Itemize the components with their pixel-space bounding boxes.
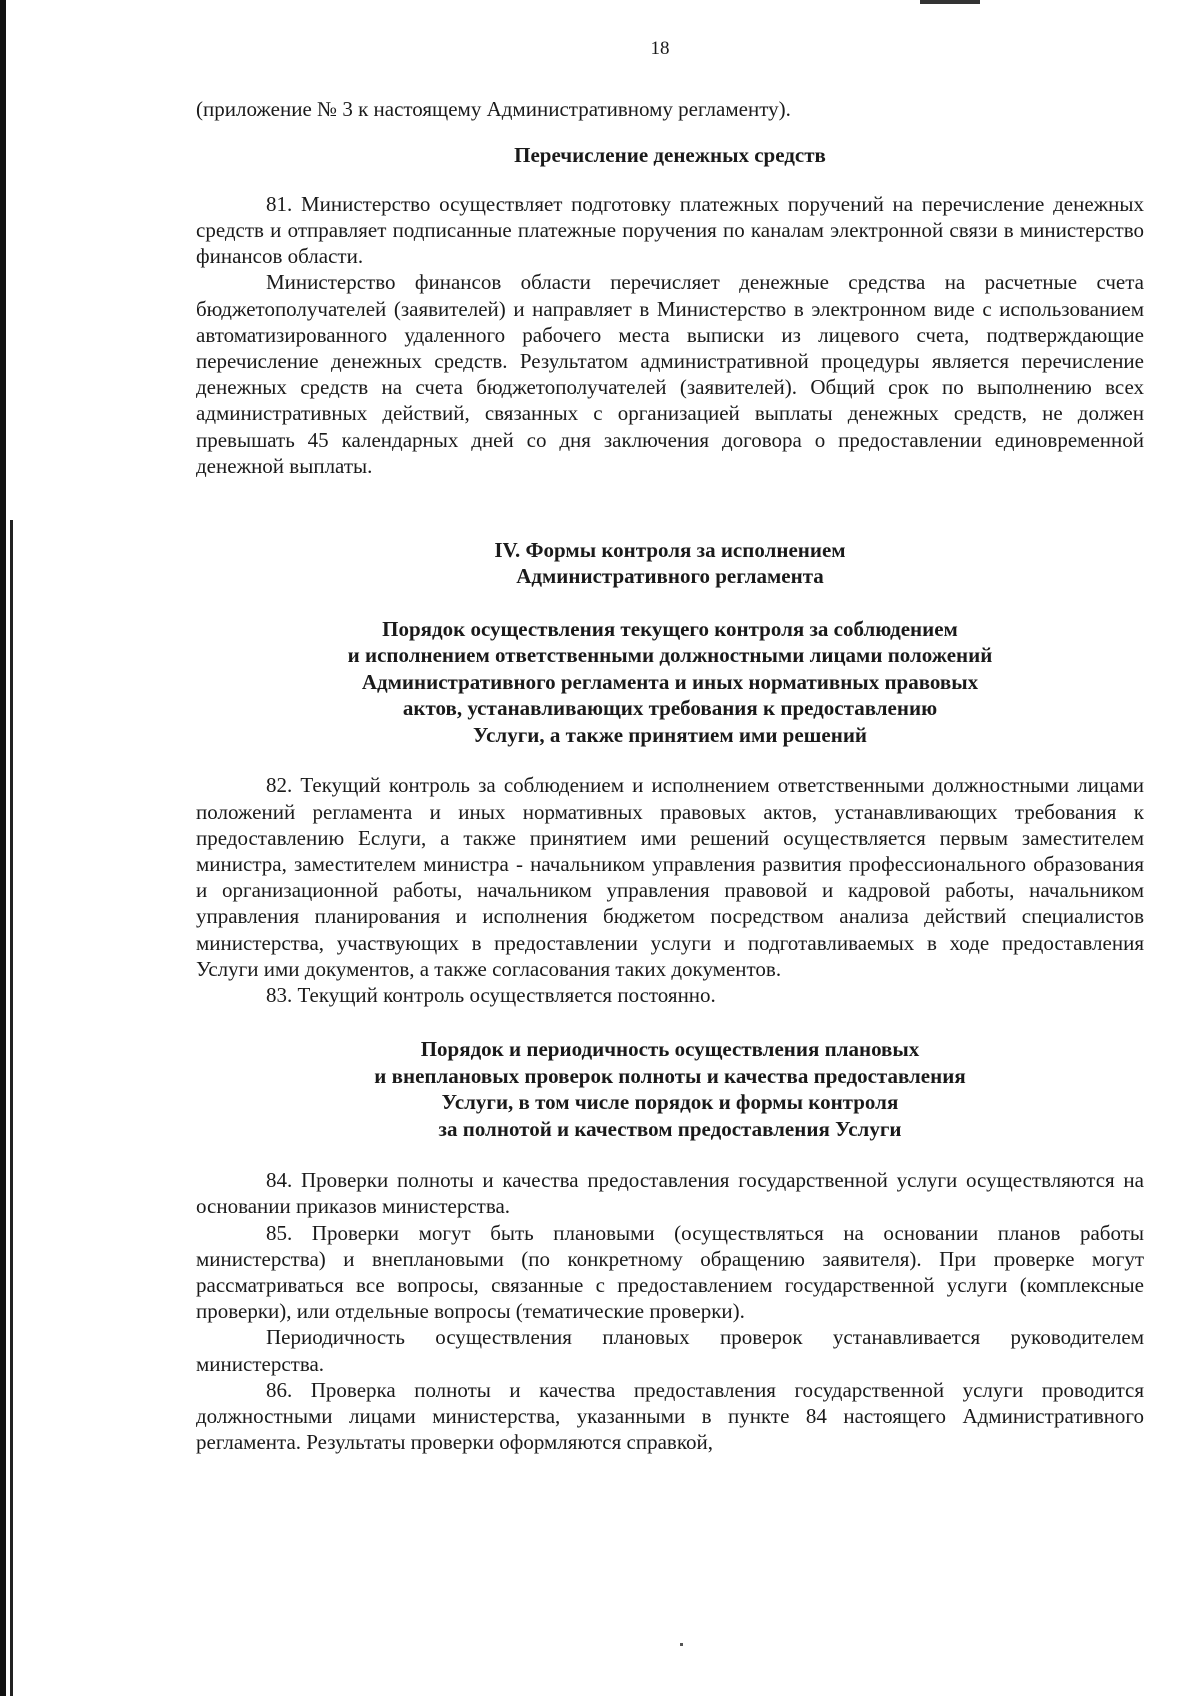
heading-inspections	[196, 1036, 1144, 1142]
intro-line: (приложение № 3 к настоящему Административному регламенту).	[196, 97, 791, 121]
page-number: 18	[650, 38, 670, 59]
paragraph-86: 86. Проверка полноты и качества предоставления государственной услуги проводится должностными лицами министерства, указанными в пункте 84 настоящего Административного регламента. Результаты проверки оформляются справкой,	[196, 1377, 1144, 1455]
heading-inspections-line2: и внеплановых проверок полноты и качества предоставления	[374, 1063, 966, 1088]
scan-edge-artifact	[0, 0, 6, 1696]
paragraph-81: 81. Министерство осуществляет подготовку платежных поручений на перечисление денежных средств и отправляет подписанные платежные поручения по каналам электронной связи в министерство финансов области.	[196, 191, 1144, 269]
section-4-title-line1: IV. Формы контроля за исполнением	[494, 537, 846, 562]
heading-current-control	[196, 616, 1144, 749]
heading-current-control-line2: и исполнением ответственными должностными лицами положений	[347, 643, 993, 668]
section-4-title-line2: Административного регламента	[516, 564, 824, 589]
document-body	[196, 96, 1144, 1456]
paragraph-85: 85. Проверки могут быть плановыми (осуществляться на основании планов работы министерства) и внеплановыми (по конкретному обращению заявителя). При проверке могут рассматриваться все вопросы, связанные с предоставлением государственной услуги (комплексные проверки), или отдельные вопросы (тематические проверки).	[196, 1220, 1144, 1324]
heading-inspections-line3: Услуги, в том числе порядок и формы контроля	[441, 1090, 899, 1115]
section-4-title	[196, 537, 1144, 590]
heading-current-control-line4: актов, устанавливающих требования к предоставлению	[402, 696, 938, 721]
paragraph-84: 84. Проверки полноты и качества предоставления государственной услуги осуществляются на основании приказов министерства.	[196, 1168, 1144, 1219]
heading-current-control-line3: Административного регламента и иных нормативных правовых	[361, 669, 979, 694]
heading-current-control-line1: Порядок осуществления текущего контроля за соблюдением	[382, 616, 958, 641]
paragraph-82: 82. Текущий контроль за соблюдением и исполнением ответственными должностными лицами положений регламента и иных нормативных правовых актов, устанавливающих требования к предоставлению Еслуги, а также принятием ими решений осуществляется первым заместителем министра, заместителем министра - начальником управления развития профессионального образования и организационной работы, начальником управления правовой и кадровой работы, начальником управления планирования и исполнения бюджетом посредством анализа действий специалистов министерства, участвующих в предоставлении услуги и подготавливаемых в ходе предоставления Услуги ими документов, а также согласования таких документов.	[196, 773, 1144, 981]
heading-inspections-line1: Порядок и периодичность осуществления плановых	[420, 1037, 920, 1062]
paragraph-85-continuation: Периодичность осуществления плановых проверок устанавливается руководителем министерства.	[196, 1325, 1144, 1376]
heading-inspections-line4: за полнотой и качеством предоставления Услуги	[438, 1116, 902, 1141]
scan-top-artifact	[920, 0, 980, 4]
scan-edge-artifact-inner	[10, 520, 13, 1696]
heading-current-control-line5: Услуги, а также принятием ими решений	[472, 722, 868, 747]
paragraph-81-continuation: Министерство финансов области перечисляет денежные средства на расчетные счета бюджетополучателей (заявителей) и направляет в Министерство в электронном виде с использованием автоматизированного удаленного рабочего места выписки из лицевого счета, подтверждающие перечисление денежных средств. Результатом административной процедуры является перечисление денежных средств на счета бюджетополучателей (заявителей). Общий срок по выполнению всех административных действий, связанных с организацией выплаты денежных средств, не должен превышать 45 календарных дней со дня заключения договора о предоставлении единовременной денежной выплаты.	[196, 270, 1144, 478]
scan-speck	[680, 1643, 683, 1646]
paragraph-83: 83. Текущий контроль осуществляется постоянно.	[266, 983, 716, 1008]
heading-transfer: Перечисление денежных средств	[514, 143, 826, 168]
